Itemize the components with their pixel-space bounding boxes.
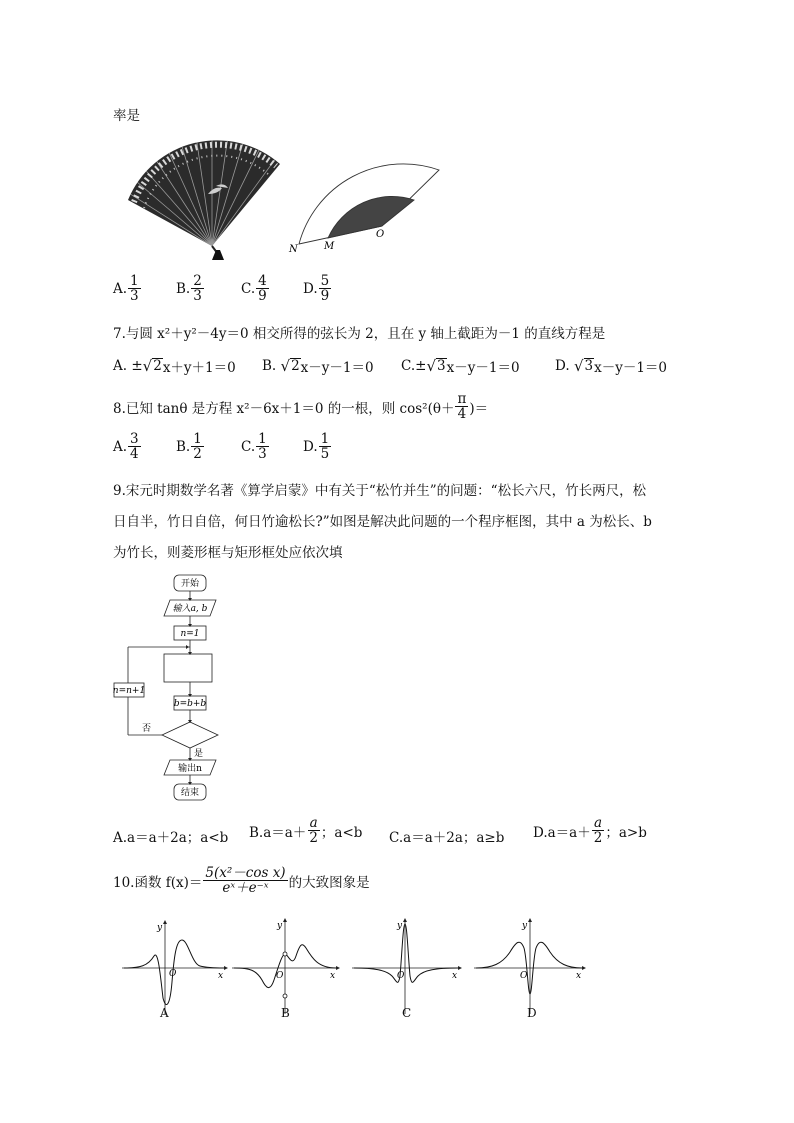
axis-origin-label: O [520,971,528,981]
axis-y-label: y [522,921,528,931]
fraction: $\frac{1}{2}$ [193,431,202,463]
axis-origin-label: O [169,969,177,979]
q6-option-c[interactable]: C. $\frac{4}{9}$ [241,273,267,305]
axis-x-label: x [218,971,224,981]
q6-option-b[interactable]: B. $\frac{2}{3}$ [176,273,202,305]
graph-d [472,918,590,1020]
q7-stem: 7.与圆 x²＋y²－4y＝0 相交所得的弦长为 2，且在 y 轴上截距为－1 的直线方程是 [113,326,606,342]
q7-option-a[interactable]: A. ± √ 2 x＋y＋1＝0 [113,356,236,376]
q10-stem: 10.函数 f(x)＝ $\frac{\text{5(x²－cos x)}}{\text{eˣ＋e⁻ˣ}}$ 的大致图象是 [113,865,370,897]
fraction: $\frac{2}{3}$ [193,273,202,305]
axis-x-label: x [452,971,458,981]
axis-y-label: y [277,921,283,931]
flow-input-text: 输入a, b [172,604,208,614]
sqrt: √ 2 [142,356,162,375]
q8-option-c[interactable]: C. $\frac{1}{3}$ [241,431,267,463]
flowchart [108,570,228,806]
flow-yes-label: 是 [194,749,204,759]
graph-caption-a[interactable]: A [160,1006,169,1020]
q6-option-a[interactable]: A. $\frac{1}{3}$ [113,273,139,305]
sqrt: √ 3 [426,356,446,375]
axis-origin-label: O [276,971,284,981]
q9-option-c[interactable]: C.a＝a＋2a；a≥b [389,830,505,846]
q9-line-3: 为竹长，则菱形框与矩形框处应依次填 [113,545,343,561]
fraction: $\frac{\text{5(x²－cos x)}}{\text{eˣ＋e⁻ˣ}}$ [205,865,286,897]
q6-option-d[interactable]: D. $\frac{5}{9}$ [303,273,330,305]
q9-option-d[interactable]: D.a＝a＋ $\frac{a}{2}$ ；a>b [533,815,647,847]
q8-stem: 8.已知 tanθ 是方程 x²－6x＋1＝0 的一根，则 cos²(θ＋ $\frac{\pi}{4}$ )＝ [113,391,489,423]
fraction: $\frac{1}{3}$ [258,431,267,463]
flow-output-text: 输出n [178,764,202,774]
label-o: O [376,229,385,240]
sqrt: √ 3 [573,356,594,375]
flow-start-text: 开始 [180,579,200,589]
sqrt: √ 2 [280,356,300,375]
q7-option-d[interactable]: D. √ 3 x－y－1＝0 [555,356,668,376]
intro-text: 率是 [113,108,140,124]
axis-origin-label: O [397,971,405,981]
q9-option-b[interactable]: B.a＝a＋ $\frac{a}{2}$ ；a<b [249,815,363,847]
q9-option-a[interactable]: A.a＝a＋2a；a<b [113,830,229,846]
q8-option-b[interactable]: B. $\frac{1}{2}$ [176,431,202,463]
flow-init-text: n=1 [180,629,200,639]
folding-fan-photo [120,134,282,262]
q7-option-c[interactable]: C. ± √ 3 x－y－1＝0 [401,356,520,376]
graph-caption-c[interactable]: C [402,1006,412,1020]
graph-a [120,918,230,1020]
graph-caption-d[interactable]: D [527,1006,537,1020]
flow-update-b-text: b=b+b [173,699,207,709]
axis-x-label: x [330,971,336,981]
fraction: $\frac{1}{3}$ [130,273,139,305]
q7-option-b[interactable]: B. √ 2 x－y－1＝0 [262,356,374,376]
flow-decision-node [162,722,218,748]
fraction: $\frac{\pi}{4}$ [457,391,467,423]
q9-line-2: 日自半，竹日自倍，何日竹逾松长?”如图是解决此问题的一个程序框图，其中 a 为松长、b [113,514,652,530]
fraction: $\frac{4}{9}$ [258,273,267,305]
fraction: $\frac{a}{2}$ [593,815,603,847]
fraction: $\frac{3}{4}$ [130,431,139,463]
axis-y-label: y [397,921,403,931]
fraction: $\frac{1}{5}$ [320,431,330,463]
q8-option-d[interactable]: D. $\frac{1}{5}$ [303,431,330,463]
graph-b [230,918,342,1020]
q9-line-1: 9.宋元时期数学名著《算学启蒙》中有关于“松竹并生”的问题：“松长六尺，竹长两尺，松 [113,483,647,499]
flow-blank-process [164,654,212,682]
flow-no-label: 否 [142,724,152,734]
flow-end-text: 结束 [180,788,200,798]
axis-x-label: x [576,971,582,981]
q8-option-a[interactable]: A. $\frac{3}{4}$ [113,431,139,463]
graph-caption-b[interactable]: B [281,1006,290,1020]
fraction: $\frac{a}{2}$ [309,815,318,847]
fan-diagram [284,138,444,256]
label-m: M [324,241,335,252]
axis-y-label: y [157,923,163,933]
label-n: N [289,244,298,255]
graph-c [350,918,465,1020]
flow-inc-text: n=n+1 [112,686,146,696]
fraction: $\frac{5}{9}$ [320,273,330,305]
